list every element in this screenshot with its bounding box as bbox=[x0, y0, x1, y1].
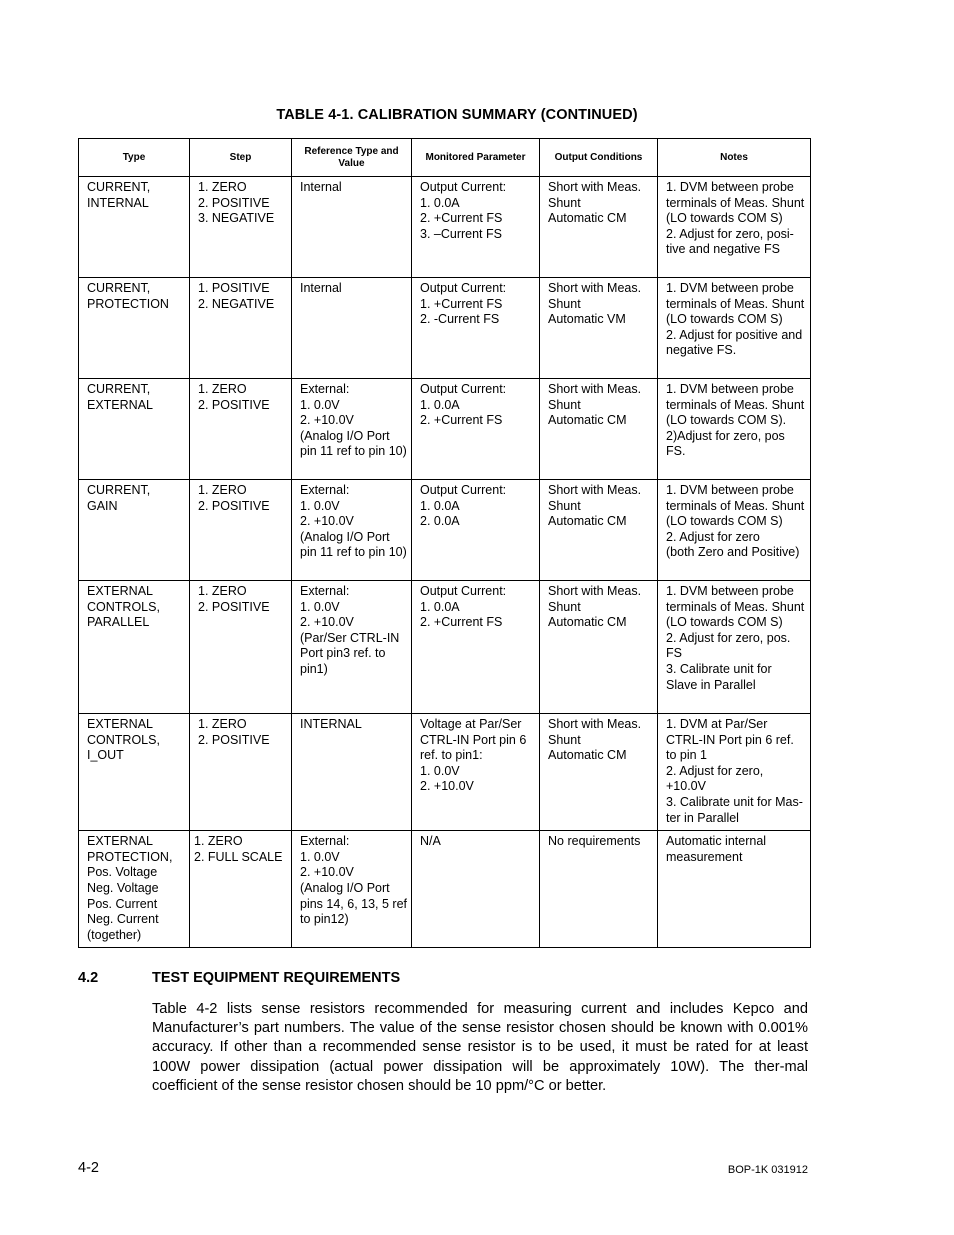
table-row bbox=[79, 177, 811, 278]
cell-type: EXTERNAL CONTROLS, I_OUT bbox=[79, 714, 190, 831]
cell-reference: External: 1. 0.0V 2. +10.0V (Par/Ser CTRL-IN Port pin3 ref. to pin1) bbox=[292, 581, 412, 714]
cell-type: CURRENT, EXTERNAL bbox=[79, 379, 190, 480]
cell-notes: 1. DVM between probe terminals of Meas. Shunt (LO towards COM S). 2)Adjust for zero, pos FS. bbox=[658, 379, 811, 480]
header-monitored: Monitored Parameter bbox=[412, 139, 540, 177]
cell-monitored: Output Current: 1. +Current FS 2. -Current FS bbox=[412, 278, 540, 379]
cell-type: CURRENT, PROTECTION bbox=[79, 278, 190, 379]
calibration-summary-table bbox=[78, 138, 811, 948]
section-paragraph: Table 4-2 lists sense resistors recommended for measuring current and includes Kepco and Manufacturer’s part numbers. The value of the sense resistor chosen should be known with 0.001% accuracy. If other than a recommended sense resistor is to be used, it must be rated for at least 100W power dissipation (actual power dissipation will be approximately 10W). The ther-mal coefficient of the sense resistor chosen should be 10 ppm/°C or better. bbox=[152, 1001, 808, 1094]
table-row bbox=[79, 831, 811, 948]
cell-output-conditions: Short with Meas. Shunt Automatic CM bbox=[540, 177, 658, 278]
cell-monitored: Output Current: 1. 0.0A 2. 0.0A bbox=[412, 480, 540, 581]
header-reference: Reference Type and Value bbox=[292, 139, 412, 177]
cell-step: 1. ZERO 2. FULL SCALE bbox=[190, 831, 292, 948]
cell-reference: INTERNAL bbox=[292, 714, 412, 831]
cell-output-conditions: Short with Meas. Shunt Automatic VM bbox=[540, 278, 658, 379]
cell-step: 1. POSITIVE 2. NEGATIVE bbox=[190, 278, 292, 379]
table-title: TABLE 4-1. CALIBRATION SUMMARY (CONTINUED) bbox=[276, 107, 638, 123]
section-number: 4.2 bbox=[78, 970, 99, 986]
page-number: 4-2 bbox=[78, 1160, 99, 1176]
cell-monitored: Output Current: 1. 0.0A 2. +Current FS bbox=[412, 379, 540, 480]
cell-notes: 1. DVM between probe terminals of Meas. Shunt (LO towards COM S) 2. Adjust for positive and negative FS. bbox=[658, 278, 811, 379]
table-row bbox=[79, 379, 811, 480]
cell-step: 1. ZERO 2. POSITIVE bbox=[190, 480, 292, 581]
section-heading bbox=[78, 970, 400, 986]
cell-output-conditions: No requirements bbox=[540, 831, 658, 948]
table-row bbox=[79, 278, 811, 379]
cell-reference: External: 1. 0.0V 2. +10.0V (Analog I/O Port pin 11 ref to pin 10) bbox=[292, 480, 412, 581]
table-header-row bbox=[79, 139, 811, 177]
cell-output-conditions: Short with Meas. Shunt Automatic CM bbox=[540, 581, 658, 714]
cell-type: CURRENT, INTERNAL bbox=[79, 177, 190, 278]
cell-step: 1. ZERO 2. POSITIVE bbox=[190, 379, 292, 480]
cell-reference: External: 1. 0.0V 2. +10.0V (Analog I/O Port pin 11 ref to pin 10) bbox=[292, 379, 412, 480]
cell-notes: 1. DVM between probe terminals of Meas. Shunt (LO towards COM S) 2. Adjust for zero (both Zero and Positive) bbox=[658, 480, 811, 581]
table-row bbox=[79, 714, 811, 831]
cell-notes: 1. DVM between probe terminals of Meas. Shunt (LO towards COM S) 2. Adjust for zero, pos. FS 3. Calibrate unit for Slave in Parallel bbox=[658, 581, 811, 714]
cell-output-conditions: Short with Meas. Shunt Automatic CM bbox=[540, 480, 658, 581]
cell-monitored: Output Current: 1. 0.0A 2. +Current FS bbox=[412, 581, 540, 714]
cell-notes: Automatic internal measurement bbox=[658, 831, 811, 948]
header-step: Step bbox=[190, 139, 292, 177]
table-row bbox=[79, 581, 811, 714]
cell-output-conditions: Short with Meas. Shunt Automatic CM bbox=[540, 379, 658, 480]
cell-notes: 1. DVM at Par/Ser CTRL-IN Port pin 6 ref. to pin 1 2. Adjust for zero, +10.0V 3. Calibrate unit for Mas-ter in Parallel bbox=[658, 714, 811, 831]
cell-type: EXTERNAL CONTROLS, PARALLEL bbox=[79, 581, 190, 714]
cell-reference: Internal bbox=[292, 278, 412, 379]
cell-monitored: N/A bbox=[412, 831, 540, 948]
header-output-conditions: Output Conditions bbox=[540, 139, 658, 177]
cell-monitored: Output Current: 1. 0.0A 2. +Current FS 3. –Current FS bbox=[412, 177, 540, 278]
document-id: BOP-1K 031912 bbox=[727, 1164, 808, 1176]
cell-step: 1. ZERO 2. POSITIVE 3. NEGATIVE bbox=[190, 177, 292, 278]
cell-reference: Internal bbox=[292, 177, 412, 278]
header-type: Type bbox=[79, 139, 190, 177]
cell-reference: External: 1. 0.0V 2. +10.0V (Analog I/O Port pins 14, 6, 13, 5 ref to pin12) bbox=[292, 831, 412, 948]
cell-type: EXTERNAL PROTECTION, Pos. Voltage Neg. Voltage Pos. Current Neg. Current (together) bbox=[79, 831, 190, 948]
cell-type: CURRENT, GAIN bbox=[79, 480, 190, 581]
cell-monitored: Voltage at Par/Ser CTRL-IN Port pin 6 ref. to pin1: 1. 0.0V 2. +10.0V bbox=[412, 714, 540, 831]
cell-notes: 1. DVM between probe terminals of Meas. Shunt (LO towards COM S) 2. Adjust for zero, posi-tive and negative FS bbox=[658, 177, 811, 278]
cell-step: 1. ZERO 2. POSITIVE bbox=[190, 581, 292, 714]
cell-output-conditions: Short with Meas. Shunt Automatic CM bbox=[540, 714, 658, 831]
cell-step: 1. ZERO 2. POSITIVE bbox=[190, 714, 292, 831]
section-title: TEST EQUIPMENT REQUIREMENTS bbox=[152, 970, 401, 986]
header-notes: Notes bbox=[658, 139, 811, 177]
table-row bbox=[79, 480, 811, 581]
